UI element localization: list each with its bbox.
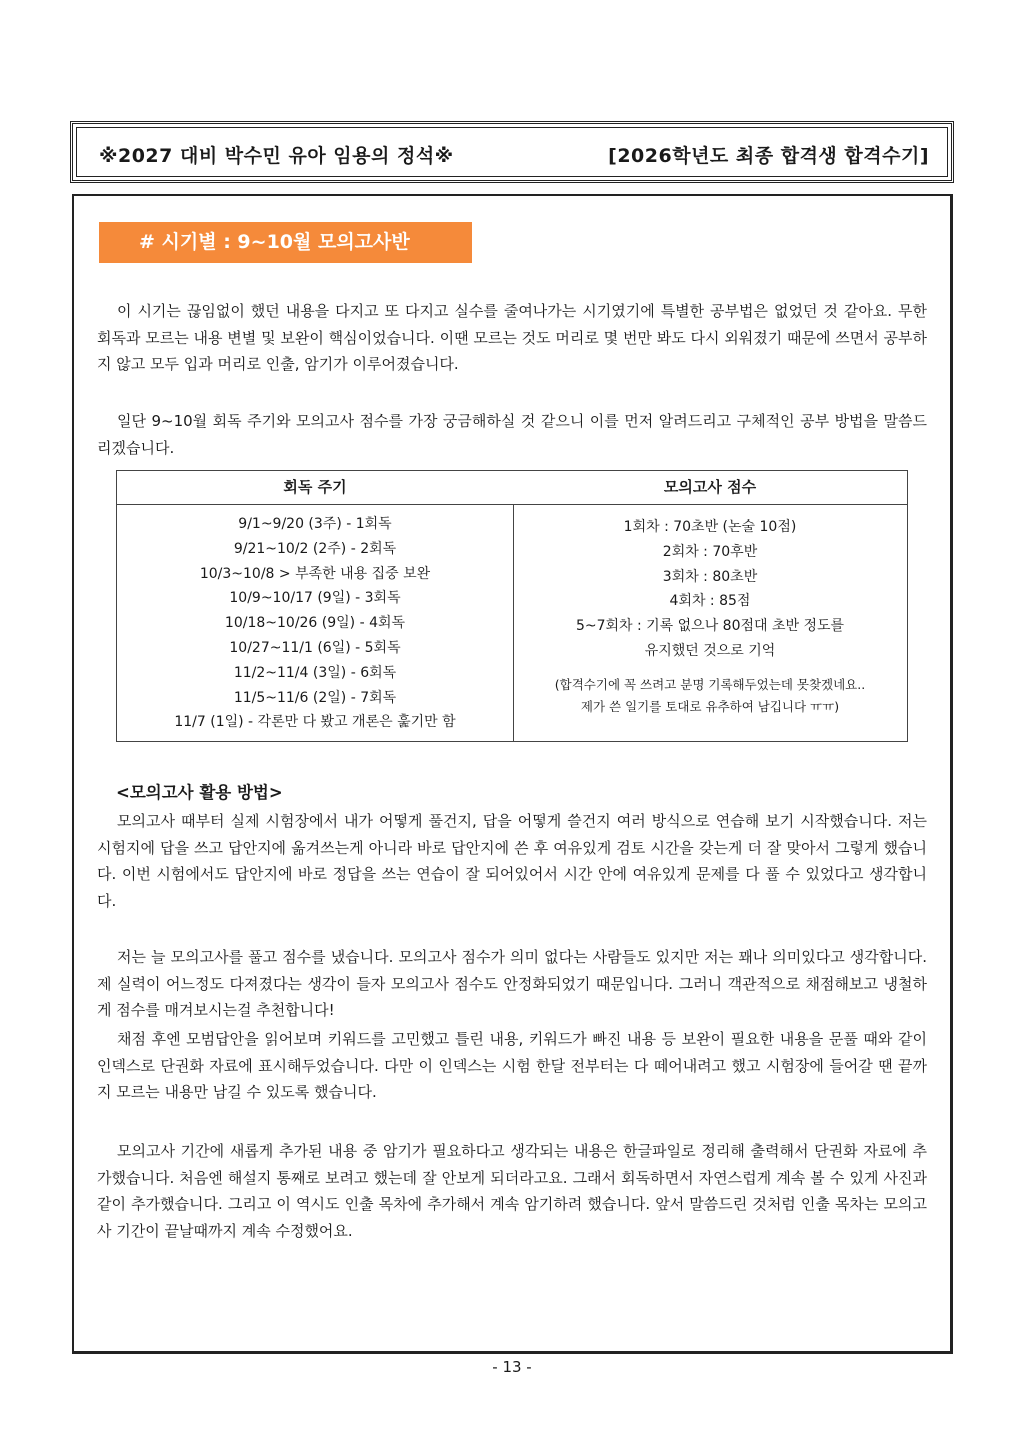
schedule-score-table bbox=[116, 470, 908, 742]
table-column-scores bbox=[513, 471, 907, 741]
header-right-title: [2026학년도 최종 합격생 합격수기] bbox=[608, 145, 929, 167]
table-header-scores: 모의고사 점수 bbox=[513, 471, 907, 505]
paragraph-table-intro: 일단 9~10월 회독 주기와 모의고사 점수를 가장 궁금해하실 것 같으니 이를 먼저 알려드리고 구체적인 공부 방법을 말씀드리겠습니다. bbox=[97, 412, 927, 457]
score-note-line: 제가 쓴 일기를 토대로 유추하여 남깁니다 ㅠㅠ) bbox=[580, 698, 840, 714]
schedule-row: 10/3~10/8 > 부족한 내용 집중 보완 bbox=[199, 565, 431, 582]
score-row: 1회차 : 70초반 (논술 10점) bbox=[623, 519, 797, 535]
score-row: 3회차 : 80초반 bbox=[662, 568, 758, 585]
paragraph-scoring: 저는 늘 모의고사를 풀고 점수를 냈습니다. 모의고사 점수가 의미 없다는 사람들도 있지만 저는 꽤나 의미있다고 생각합니다. 제 실력이 어느정도 다져졌다는 생각이 들자 모의고사 점수도 안정화되었기 때문입니다. 그러니 객관적으로 채점해보고 냉철하게 점수를 매겨보시는걸 추천합니다! bbox=[97, 948, 927, 1019]
score-row: 4회차 : 85점 bbox=[669, 593, 751, 610]
schedule-row: 11/5~11/6 (2일) - 7회독 bbox=[233, 689, 397, 706]
schedule-list bbox=[117, 505, 513, 735]
section-title-banner: # 시기별 : 9~10월 모의고사반 bbox=[99, 222, 472, 263]
schedule-row: 10/18~10/26 (9일) - 4회독 bbox=[224, 615, 406, 632]
schedule-row: 11/2~11/4 (3일) - 6회독 bbox=[233, 664, 397, 681]
page-number: - 13 - bbox=[492, 1358, 532, 1376]
paragraph-intro: 이 시기는 끊임없이 했던 내용을 다지고 또 다지고 실수를 줄여나가는 시기였기에 특별한 공부법은 없었던 것 같아요. 무한 회독과 모르는 내용 변별 및 보완이 핵심이었습니다. 이땐 모르는 것도 머리로 몇 번만 봐도 다시 외워졌기 때문에 쓰면서 공부하지 않고 모두 입과 머리로 인출, 암기가 이루어졌습니다. bbox=[97, 302, 927, 373]
score-row: 유지했던 것으로 기억 bbox=[644, 642, 776, 659]
paragraph-additions: 모의고사 기간에 새롭게 추가된 내용 중 암기가 필요하다고 생각되는 내용은 한글파일로 정리해 출력해서 단권화 자료에 추가했습니다. 처음엔 해설지 통째로 보려고 했는데 잘 안보게 되더라고요. 그래서 회독하면서 자연스럽게 계속 볼 수 있게 사진과 같이 추가했습니다. 그리고 이 역시도 인출 목차에 추가해서 계속 암기하려 했습니다. 앞서 말씀드린 것처럼 인출 목차는 모의고사 기간이 끝날때까지 계속 수정했어요. bbox=[97, 1142, 927, 1240]
schedule-row: 10/27~11/1 (6일) - 5회독 bbox=[229, 639, 401, 656]
score-row: 5~7회차 : 기록 없으나 80점대 초반 정도를 bbox=[575, 618, 845, 635]
schedule-row: 9/1~9/20 (3주) - 1회독 bbox=[238, 516, 392, 532]
score-note-line: (합격수기에 꼭 쓰려고 분명 기록해두었는데 못찾겠네요.. bbox=[554, 676, 866, 692]
table-header-schedule: 회독 주기 bbox=[117, 471, 513, 505]
score-list bbox=[513, 505, 907, 664]
paragraph-review: 채점 후엔 모범답안을 읽어보며 키워드를 고민했고 틀린 내용, 키워드가 빠진 내용 등 보완이 필요한 내용을 문풀 때와 같이 인덱스로 단권화 자료에 표시해두었습니다. 다만 이 인덱스는 시험 한달 전부터는 다 떼어내려고 했고 시험장에 들어갈 땐 끝까지 모르는 내용만 남길 수 있도록 했습니다. bbox=[97, 1030, 927, 1101]
paragraph-mock-exam-practice: 모의고사 때부터 실제 시험장에서 내가 어떻게 풀건지, 답을 어떻게 쓸건지 여러 방식으로 연습해 보기 시작했습니다. 저는 시험지에 답을 쓰고 답안지에 옮겨쓰는게 아니라 바로 답안지에 쓴 후 여유있게 검토 시간을 갖는게 더 잘 맞아서 그렇게 했습니다. 이번 시험에서도 답안지에 바로 정답을 쓰는 연습이 잘 되어있어서 시간 안에 여유있게 문제를 다 풀 수 있었다고 생각합니다. bbox=[97, 812, 927, 910]
score-note bbox=[513, 664, 907, 718]
schedule-row: 9/21~10/2 (2주) - 2회독 bbox=[233, 540, 397, 557]
header-left-title: ※2027 대비 박수민 유아 임용의 정석※ bbox=[99, 145, 454, 167]
table-column-schedule bbox=[117, 471, 514, 741]
subheading-mock-exam-usage: <모의고사 활용 방법> bbox=[116, 783, 283, 802]
schedule-row: 11/7 (1일) - 각론만 다 봤고 개론은 훑기만 함 bbox=[174, 714, 456, 731]
schedule-row: 10/9~10/17 (9일) - 3회독 bbox=[229, 590, 401, 607]
score-row: 2회차 : 70후반 bbox=[662, 543, 758, 560]
document-header bbox=[70, 121, 954, 183]
